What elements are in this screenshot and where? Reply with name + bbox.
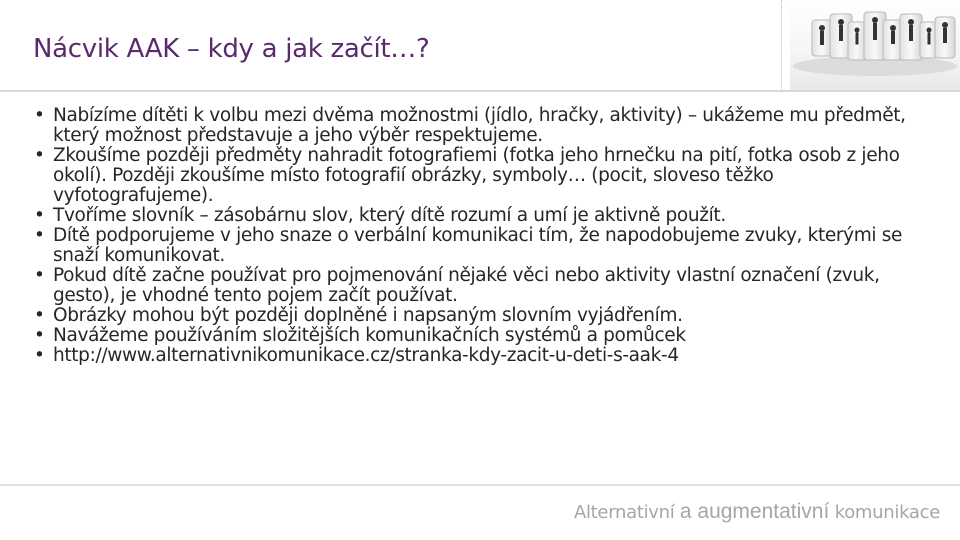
bullet-link[interactable]: • http://www.alternativnikomunikace.cz/stranka-kdy-zacit-u-deti-s-aak-4: [34, 346, 939, 366]
bullet-item: • Pokud dítě začne používat pro pojmenování nějaké věci nebo aktivity vlastní označení (zvuk, gesto), je vhodné tento pojem začít používat.: [34, 266, 939, 306]
bullet-item: • Dítě podporujeme v jeho snaze o verbální komunikaci tím, že napodobujeme zvuky, kterými se snaží komunikovat.: [34, 226, 939, 266]
footer-part-1: Alternativní: [573, 502, 680, 523]
footer-part-2: a augmentativní: [679, 500, 830, 523]
photo-divider: [781, 0, 782, 90]
bullet-item: • Obrázky mohou být později doplněné i napsaným slovním vyjádřením.: [34, 306, 939, 326]
bullet-item: • Nabízíme dítěti k volbu mezi dvěma možnostmi (jídlo, hračky, aktivity) – ukážeme mu předmět, který možnost představuje a jeho výběr respektujeme.: [34, 106, 939, 146]
footer-part-3: komunikace: [829, 502, 940, 523]
footer-caption: [574, 500, 940, 524]
footer-divider: [0, 484, 960, 486]
people-in-glass-jars-photo: [790, 0, 960, 90]
slide-title: Nácvik AAK – kdy a jak začít…?: [33, 34, 430, 64]
bullet-item: • Tvoříme slovník – zásobárnu slov, který dítě rozumí a umí je aktivně použít.: [34, 206, 939, 226]
bullet-item: • Zkoušíme později předměty nahradit fotografiemi (fotka jeho hrnečku na pití, fotka osob z jeho okolí). Později zkoušíme místo fotografií obrázky, symboly… (pocit, sloveso těžko vyfotografujeme).: [34, 146, 939, 206]
bullet-item: • Navážeme používáním složitějších komunikačních systémů a pomůcek: [34, 326, 939, 346]
photo-illustration: [790, 0, 960, 90]
title-divider: [0, 90, 960, 92]
bullet-list: [34, 106, 939, 366]
